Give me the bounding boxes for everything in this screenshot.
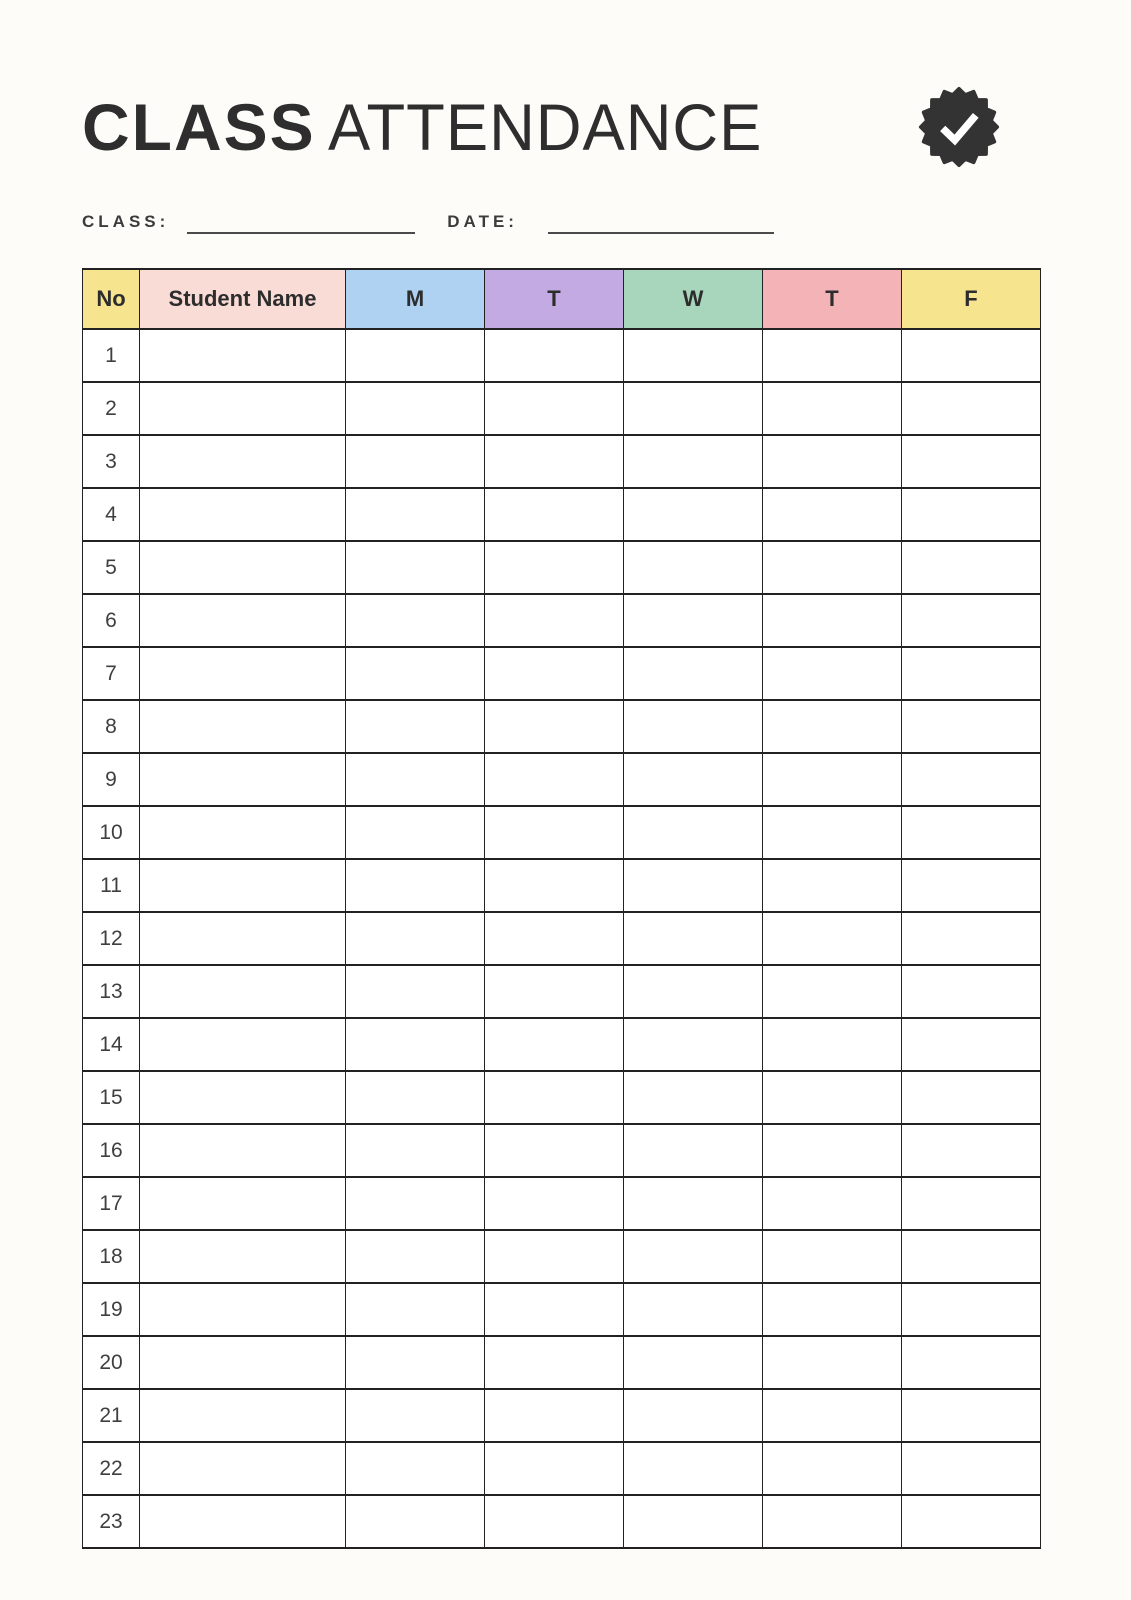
cell-student-name[interactable] [140,965,346,1018]
cell-thursday[interactable] [763,1071,902,1124]
cell-thursday[interactable] [763,647,902,700]
cell-student-name[interactable] [140,912,346,965]
row-number: 11 [83,859,140,912]
table-row [83,541,1041,594]
cell-student-name[interactable] [140,1018,346,1071]
cell-friday[interactable] [902,1177,1041,1230]
page-title [82,90,780,164]
cell-monday[interactable] [346,382,485,435]
cell-student-name[interactable] [140,1336,346,1389]
row-number: 14 [83,1018,140,1071]
cell-wednesday[interactable] [624,912,763,965]
table-row [83,1230,1041,1283]
cell-wednesday[interactable] [624,382,763,435]
cell-tuesday[interactable] [485,329,624,382]
cell-monday[interactable] [346,965,485,1018]
cell-tuesday[interactable] [485,859,624,912]
cell-friday[interactable] [902,329,1041,382]
row-number: 12 [83,912,140,965]
table-row [83,806,1041,859]
row-number: 8 [83,700,140,753]
cell-wednesday[interactable] [624,1495,763,1548]
table-row [83,1389,1041,1442]
attendance-table [82,268,1041,1549]
table-row [83,329,1041,382]
table-row [83,1495,1041,1548]
row-number: 15 [83,1071,140,1124]
table-row [83,488,1041,541]
cell-monday[interactable] [346,1230,485,1283]
cell-monday[interactable] [346,435,485,488]
table-row [83,435,1041,488]
cell-tuesday[interactable] [485,912,624,965]
cell-wednesday[interactable] [624,1124,763,1177]
row-number: 5 [83,541,140,594]
cell-friday[interactable] [902,594,1041,647]
table-row [83,965,1041,1018]
cell-thursday[interactable] [763,488,902,541]
cell-friday[interactable] [902,541,1041,594]
row-number: 17 [83,1177,140,1230]
cell-thursday[interactable] [763,859,902,912]
cell-wednesday[interactable] [624,753,763,806]
cell-friday[interactable] [902,1442,1041,1495]
row-number: 10 [83,806,140,859]
column-header-friday: F [902,269,1041,329]
row-number: 23 [83,1495,140,1548]
date-label: DATE: [447,212,518,231]
cell-tuesday[interactable] [485,1389,624,1442]
cell-monday[interactable] [346,1124,485,1177]
row-number: 4 [83,488,140,541]
cell-student-name[interactable] [140,647,346,700]
cell-tuesday[interactable] [485,1071,624,1124]
cell-student-name[interactable] [140,488,346,541]
cell-tuesday[interactable] [485,1018,624,1071]
cell-friday[interactable] [902,1230,1041,1283]
cell-friday[interactable] [902,1071,1041,1124]
cell-monday[interactable] [346,753,485,806]
row-number: 2 [83,382,140,435]
cell-student-name[interactable] [140,594,346,647]
cell-thursday[interactable] [763,1283,902,1336]
class-input-line[interactable] [187,211,415,234]
cell-wednesday[interactable] [624,1442,763,1495]
cell-thursday[interactable] [763,965,902,1018]
table-row [83,753,1041,806]
row-number: 7 [83,647,140,700]
cell-friday[interactable] [902,859,1041,912]
cell-student-name[interactable] [140,329,346,382]
cell-friday[interactable] [902,753,1041,806]
cell-student-name[interactable] [140,541,346,594]
cell-monday[interactable] [346,488,485,541]
cell-student-name[interactable] [140,435,346,488]
cell-monday[interactable] [346,912,485,965]
date-input-line[interactable] [548,211,774,234]
cell-friday[interactable] [902,1389,1041,1442]
cell-tuesday[interactable] [485,753,624,806]
cell-tuesday[interactable] [485,965,624,1018]
cell-wednesday[interactable] [624,1018,763,1071]
check-seal-icon [918,86,1000,168]
cell-student-name[interactable] [140,1230,346,1283]
table-row [83,382,1041,435]
cell-monday[interactable] [346,1389,485,1442]
cell-friday[interactable] [902,488,1041,541]
column-header-student-name: Student Name [140,269,346,329]
cell-wednesday[interactable] [624,1283,763,1336]
row-number: 19 [83,1283,140,1336]
cell-thursday[interactable] [763,1442,902,1495]
cell-wednesday[interactable] [624,329,763,382]
cell-tuesday[interactable] [485,1124,624,1177]
row-number: 3 [83,435,140,488]
cell-tuesday[interactable] [485,806,624,859]
cell-monday[interactable] [346,1283,485,1336]
cell-friday[interactable] [902,435,1041,488]
cell-friday[interactable] [902,382,1041,435]
cell-thursday[interactable] [763,700,902,753]
cell-thursday[interactable] [763,806,902,859]
cell-wednesday[interactable] [624,806,763,859]
cell-tuesday[interactable] [485,382,624,435]
table-row [83,647,1041,700]
row-number: 18 [83,1230,140,1283]
cell-monday[interactable] [346,700,485,753]
attendance-table-body [83,329,1041,1548]
table-row [83,594,1041,647]
title-word-attendance: ATTENDANCE [327,90,763,164]
cell-student-name[interactable] [140,806,346,859]
cell-thursday[interactable] [763,1018,902,1071]
cell-monday[interactable] [346,859,485,912]
row-number: 22 [83,1442,140,1495]
cell-student-name[interactable] [140,382,346,435]
cell-thursday[interactable] [763,1336,902,1389]
cell-monday[interactable] [346,647,485,700]
column-header-wednesday: W [624,269,763,329]
cell-thursday[interactable] [763,329,902,382]
cell-thursday[interactable] [763,912,902,965]
page-header [82,86,1038,168]
cell-student-name[interactable] [140,753,346,806]
cell-tuesday[interactable] [485,1336,624,1389]
table-row [83,1018,1041,1071]
cell-friday[interactable] [902,1124,1041,1177]
table-row [83,912,1041,965]
cell-wednesday[interactable] [624,859,763,912]
cell-tuesday[interactable] [485,1230,624,1283]
table-row [83,1071,1041,1124]
table-row [83,1336,1041,1389]
cell-monday[interactable] [346,329,485,382]
row-number: 1 [83,329,140,382]
cell-tuesday[interactable] [485,1495,624,1548]
cell-student-name[interactable] [140,1442,346,1495]
cell-student-name[interactable] [140,1071,346,1124]
row-number: 20 [83,1336,140,1389]
cell-thursday[interactable] [763,1389,902,1442]
row-number: 13 [83,965,140,1018]
cell-wednesday[interactable] [624,1336,763,1389]
row-number: 6 [83,594,140,647]
column-header-thursday: T [763,269,902,329]
cell-friday[interactable] [902,1018,1041,1071]
column-header-no: No [83,269,140,329]
table-row [83,700,1041,753]
table-row [83,1177,1041,1230]
cell-friday[interactable] [902,647,1041,700]
cell-tuesday[interactable] [485,1177,624,1230]
cell-wednesday[interactable] [624,1389,763,1442]
seal-shape [921,89,997,165]
column-header-monday: M [346,269,485,329]
cell-student-name[interactable] [140,859,346,912]
cell-friday[interactable] [902,1495,1041,1548]
cell-friday[interactable] [902,1336,1041,1389]
cell-tuesday[interactable] [485,435,624,488]
cell-monday[interactable] [346,1018,485,1071]
row-number: 16 [83,1124,140,1177]
cell-monday[interactable] [346,541,485,594]
cell-friday[interactable] [902,806,1041,859]
cell-thursday[interactable] [763,1495,902,1548]
cell-tuesday[interactable] [485,647,624,700]
table-row [83,1283,1041,1336]
cell-wednesday[interactable] [624,647,763,700]
cell-wednesday[interactable] [624,1230,763,1283]
cell-friday[interactable] [902,912,1041,965]
cell-wednesday[interactable] [624,1071,763,1124]
cell-tuesday[interactable] [485,700,624,753]
cell-monday[interactable] [346,1442,485,1495]
table-row [83,859,1041,912]
cell-tuesday[interactable] [485,488,624,541]
cell-wednesday[interactable] [624,965,763,1018]
cell-friday[interactable] [902,700,1041,753]
row-number: 21 [83,1389,140,1442]
cell-student-name[interactable] [140,1389,346,1442]
cell-monday[interactable] [346,1071,485,1124]
cell-friday[interactable] [902,1283,1041,1336]
cell-monday[interactable] [346,594,485,647]
cell-thursday[interactable] [763,435,902,488]
cell-thursday[interactable] [763,1177,902,1230]
table-row [83,1124,1041,1177]
table-row [83,1442,1041,1495]
cell-wednesday[interactable] [624,1177,763,1230]
title-word-class: CLASS [82,90,316,164]
column-header-tuesday: T [485,269,624,329]
cell-monday[interactable] [346,1336,485,1389]
cell-student-name[interactable] [140,1177,346,1230]
cell-wednesday[interactable] [624,700,763,753]
table-header-row [83,269,1041,329]
cell-student-name[interactable] [140,1124,346,1177]
cell-tuesday[interactable] [485,594,624,647]
cell-wednesday[interactable] [624,594,763,647]
class-date-row [82,210,1038,234]
cell-monday[interactable] [346,806,485,859]
cell-student-name[interactable] [140,700,346,753]
cell-tuesday[interactable] [485,541,624,594]
cell-tuesday[interactable] [485,1442,624,1495]
cell-thursday[interactable] [763,382,902,435]
cell-wednesday[interactable] [624,488,763,541]
cell-student-name[interactable] [140,1283,346,1336]
cell-tuesday[interactable] [485,1283,624,1336]
cell-monday[interactable] [346,1177,485,1230]
class-label: CLASS: [82,212,170,231]
cell-friday[interactable] [902,965,1041,1018]
cell-monday[interactable] [346,1495,485,1548]
cell-thursday[interactable] [763,753,902,806]
cell-thursday[interactable] [763,1230,902,1283]
cell-wednesday[interactable] [624,435,763,488]
cell-thursday[interactable] [763,1124,902,1177]
cell-student-name[interactable] [140,1495,346,1548]
row-number: 9 [83,753,140,806]
cell-wednesday[interactable] [624,541,763,594]
cell-thursday[interactable] [763,594,902,647]
cell-thursday[interactable] [763,541,902,594]
